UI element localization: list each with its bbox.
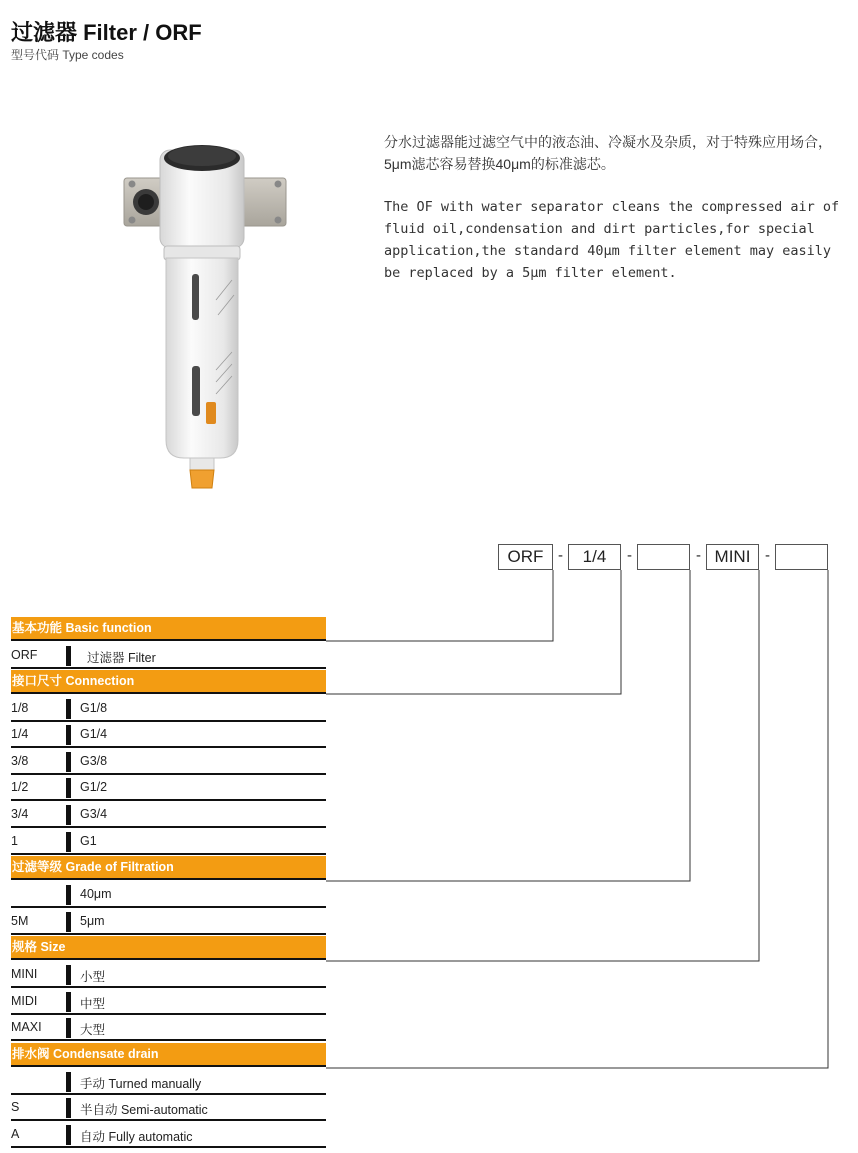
row-divider — [66, 699, 71, 719]
row-value: 40μm — [80, 887, 112, 901]
description-cn: 分水过滤器能过滤空气中的液态油、冷凝水及杂质，对于特殊应用场合，5μm滤芯容易替换40μm的标准滤芯。 — [384, 134, 832, 172]
table-row — [11, 775, 326, 801]
row-value: 中型 — [80, 997, 106, 1011]
row-code: MAXI — [11, 1020, 42, 1034]
table-row — [11, 1095, 326, 1121]
row-code: 1/8 — [11, 701, 29, 715]
page-subtitle: 型号代码 Type codes — [11, 48, 124, 62]
row-divider — [66, 778, 71, 798]
section-header-connection: 接口尺寸 Connection — [11, 670, 326, 694]
row-value: G1/4 — [80, 727, 108, 741]
row-divider — [66, 885, 71, 905]
row-value: 自动 Fully automatic — [80, 1130, 193, 1144]
table-row — [11, 1069, 326, 1095]
row-divider — [66, 912, 71, 932]
type-code-box: ORF — [498, 544, 553, 570]
row-code: 3/4 — [11, 807, 29, 821]
section-header-filtration-grade: 过滤等级 Grade of Filtration — [11, 856, 326, 880]
row-divider — [66, 1018, 71, 1038]
table-row — [11, 696, 326, 722]
type-code-separator: - — [558, 547, 563, 564]
row-value: 手动 Turned manually — [80, 1077, 202, 1091]
section-header-basic-function: 基本功能 Basic function — [11, 617, 326, 641]
section-header-condensate-drain: 排水阀 Condensate drain — [11, 1043, 326, 1067]
row-code: A — [11, 1127, 20, 1141]
row-value: 5μm — [80, 914, 105, 928]
description-en: The OF with water separator cleans the compressed air of fluid oil,condensation and dirt particles,for special application,the standard 40μm filter element may easily be replaced by a 5μm filter element. — [384, 199, 840, 281]
type-code-box: MINI — [706, 544, 759, 570]
table-row — [11, 989, 326, 1015]
table-row — [11, 909, 326, 935]
table-row — [11, 962, 326, 988]
row-divider — [66, 832, 71, 852]
row-code: 1 — [11, 834, 18, 848]
row-value: G1 — [80, 834, 97, 848]
row-divider — [66, 725, 71, 745]
table-row — [11, 722, 326, 748]
row-divider — [66, 965, 71, 985]
row-value: G3/8 — [80, 754, 108, 768]
row-value: G1/8 — [80, 701, 108, 715]
row-code: 5M — [11, 914, 29, 928]
table-row — [11, 1122, 326, 1148]
type-code-box: 1/4 — [568, 544, 621, 570]
row-code: ORF — [11, 648, 38, 662]
row-code: MINI — [11, 967, 38, 981]
row-code: 3/8 — [11, 754, 29, 768]
row-code: 1/4 — [11, 727, 29, 741]
row-value: G1/2 — [80, 780, 108, 794]
row-value: G3/4 — [80, 807, 108, 821]
row-value: 小型 — [80, 970, 106, 984]
row-divider — [66, 1098, 71, 1118]
row-code: S — [11, 1100, 20, 1114]
type-code-separator: - — [696, 547, 701, 564]
table-row — [11, 882, 326, 908]
row-code: 1/2 — [11, 780, 29, 794]
row-value: 过滤器 Filter — [87, 651, 156, 665]
row-divider — [66, 646, 71, 666]
section-header-size: 规格 Size — [11, 936, 326, 960]
type-code-separator: - — [627, 547, 632, 564]
table-row — [11, 1015, 326, 1041]
row-divider — [66, 1072, 71, 1092]
row-divider — [66, 752, 71, 772]
page-title: 过滤器 Filter / ORF — [11, 20, 202, 45]
table-row — [11, 749, 326, 775]
row-divider — [66, 992, 71, 1012]
row-value: 大型 — [80, 1023, 106, 1037]
table-row — [11, 643, 326, 669]
table-row — [11, 829, 326, 855]
table-row — [11, 802, 326, 828]
row-divider — [66, 1125, 71, 1145]
row-code: MIDI — [11, 994, 38, 1008]
type-code-separator: - — [765, 547, 770, 564]
row-divider — [66, 805, 71, 825]
row-value: 半自动 Semi-automatic — [80, 1103, 208, 1117]
